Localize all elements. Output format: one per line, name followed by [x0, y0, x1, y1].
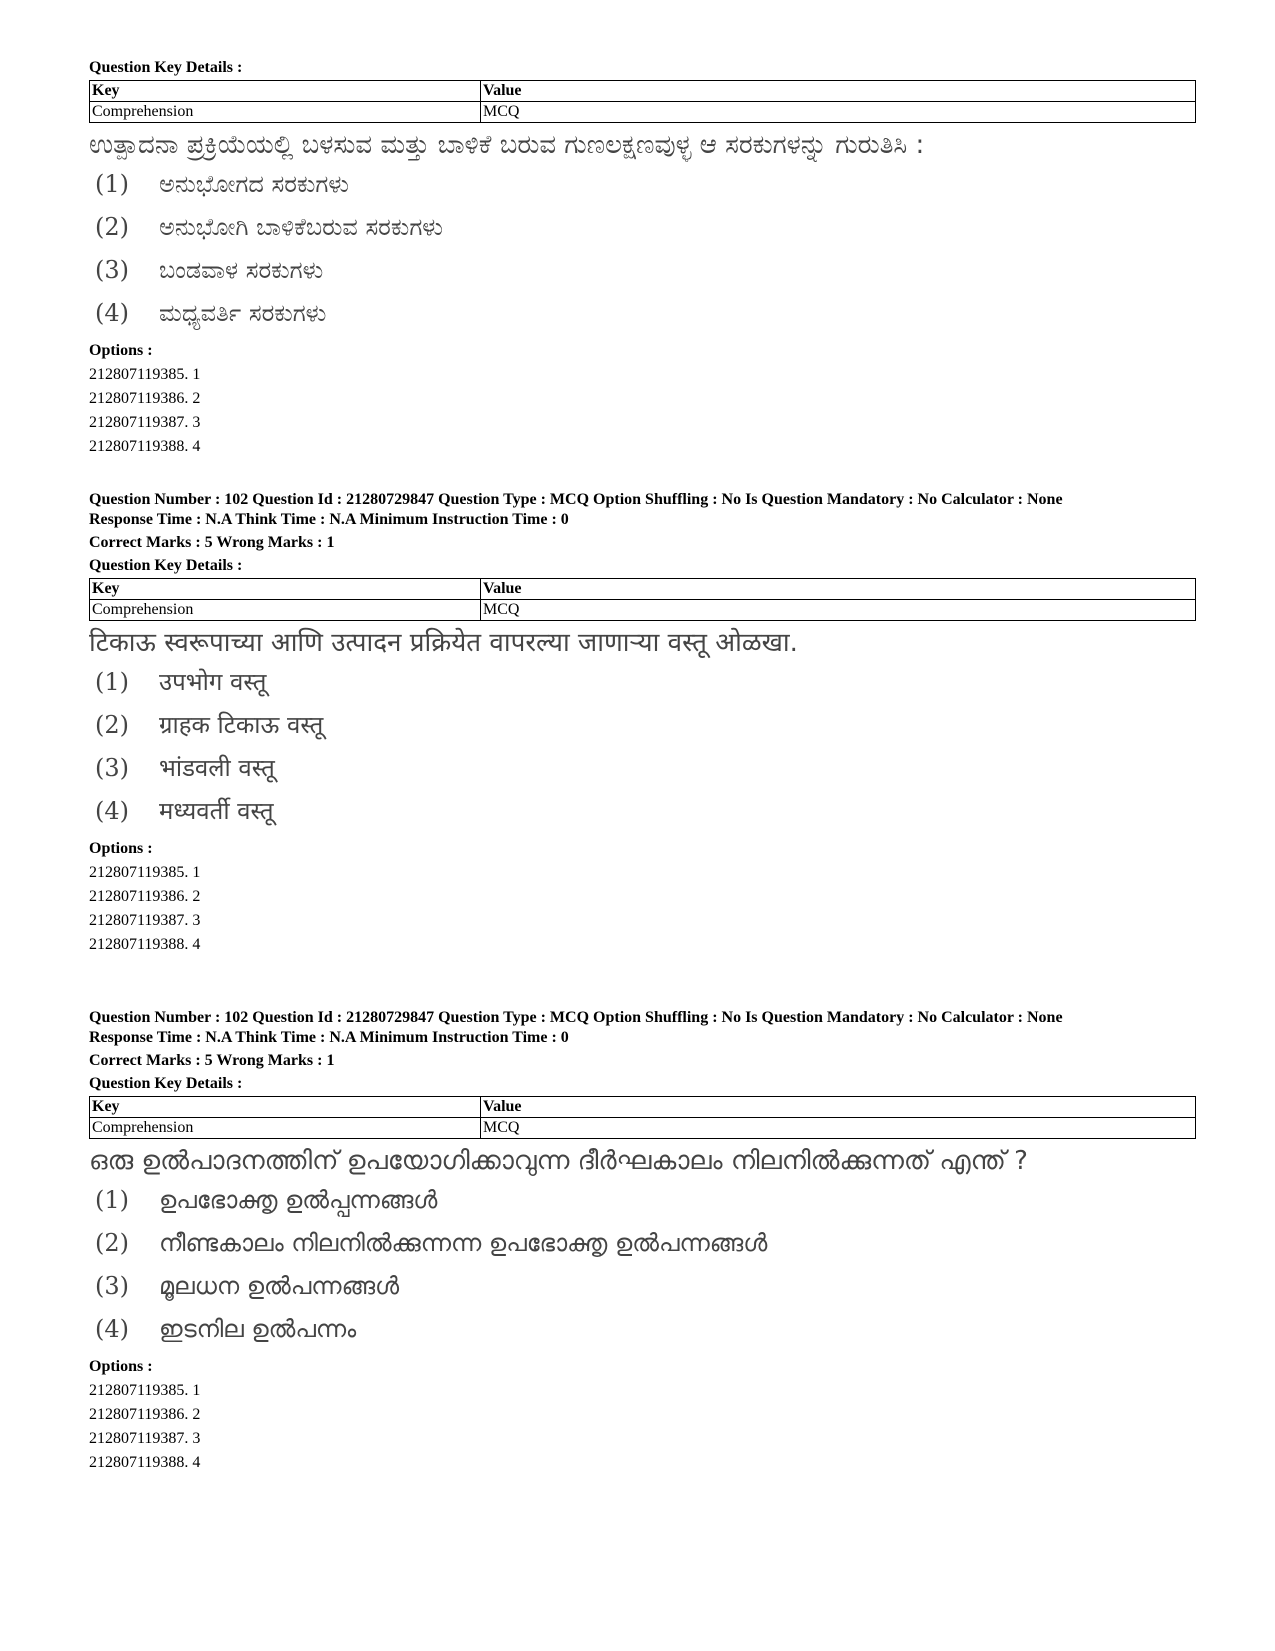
table-row — [90, 1118, 1196, 1139]
key-details-table — [89, 1096, 1196, 1139]
table-row — [90, 102, 1196, 123]
key-details-label: Question Key Details : — [89, 1075, 243, 1092]
choice-number: (2) — [95, 711, 129, 739]
question-body — [89, 625, 1198, 833]
choice-number: (4) — [95, 1315, 129, 1343]
marks-line: Correct Marks : 5 Wrong Marks : 1 — [89, 534, 335, 551]
table-cell-key: Comprehension — [90, 102, 481, 123]
question-body — [89, 1143, 1198, 1351]
option-id: 212807119385. 1 — [89, 1382, 201, 1399]
marks-line: Correct Marks : 5 Wrong Marks : 1 — [89, 1052, 335, 1069]
choice-text: ग्राहक टिकाऊ वस्तू — [159, 711, 324, 739]
choice-number: (2) — [95, 1229, 129, 1257]
table-cell-value: MCQ — [481, 1118, 1196, 1139]
choice-item — [89, 249, 1198, 292]
table-header-key: Key — [90, 579, 481, 600]
option-id: 212807119388. 4 — [89, 438, 201, 455]
choice-number: (3) — [95, 256, 129, 284]
choice-item — [89, 292, 1198, 335]
choice-text: ഉപഭോക്തൃ ഉൽപ്പന്നങ്ങൾ — [159, 1186, 438, 1214]
question-meta-line: Response Time : N.A Think Time : N.A Minimum Instruction Time : 0 — [89, 1029, 569, 1046]
question-section — [89, 58, 1198, 459]
key-details-table — [89, 578, 1196, 621]
choice-item — [89, 1222, 1198, 1265]
question-stem: ಉತ್ಪಾದನಾ ಪ್ರಕ್ರಿಯೆಯಲ್ಲಿ ಬಳಸುವ ಮತ್ತು ಬಾಳಿಕೆ ಬರುವ ಗುಣಲಕ್ಷಣವುಳ್ಳ ಆ ಸರಕುಗಳನ್ನು ಗುರುತಿಸಿ : — [89, 130, 925, 160]
options-list — [89, 1355, 1198, 1475]
options-list — [89, 837, 1198, 957]
choice-number: (2) — [95, 213, 129, 241]
options-label: Options : — [89, 1358, 153, 1375]
choice-text: ಬಂಡವಾಳ ಸರಕುಗಳು — [159, 256, 324, 284]
choice-text: മൂലധന ഉൽപന്നങ്ങൾ — [159, 1272, 400, 1300]
choice-number: (3) — [95, 1272, 129, 1300]
choice-text: ಮಧ್ಯವರ್ತಿ ಸರಕುಗಳು — [159, 299, 327, 327]
question-section — [89, 490, 1198, 957]
table-cell-value: MCQ — [481, 600, 1196, 621]
table-header-row — [90, 579, 1196, 600]
option-id: 212807119388. 4 — [89, 936, 201, 953]
option-id: 212807119385. 1 — [89, 864, 201, 881]
table-row — [90, 600, 1196, 621]
options-list — [89, 339, 1198, 459]
choice-number: (1) — [95, 170, 129, 198]
option-id: 212807119385. 1 — [89, 366, 201, 383]
option-id: 212807119386. 2 — [89, 1406, 201, 1423]
choice-item — [89, 1265, 1198, 1308]
key-details-label: Question Key Details : — [89, 557, 243, 574]
question-section — [89, 1008, 1198, 1475]
choice-item — [89, 661, 1198, 704]
key-details-label: Question Key Details : — [89, 59, 243, 76]
question-stem: टिकाऊ स्वरूपाच्या आणि उत्पादन प्रक्रियेत वापरल्या जाणाऱ्या वस्तू ओळखा. — [89, 628, 798, 658]
choice-item — [89, 1308, 1198, 1351]
option-id: 212807119387. 3 — [89, 1430, 201, 1447]
choice-text: मध्यवर्ती वस्तू — [159, 797, 274, 825]
choice-number: (4) — [95, 299, 129, 327]
table-cell-key: Comprehension — [90, 600, 481, 621]
choice-item — [89, 704, 1198, 747]
choice-item — [89, 747, 1198, 790]
table-header-row — [90, 81, 1196, 102]
choice-text: उपभोग वस्तू — [159, 668, 267, 696]
question-meta-line: Question Number : 102 Question Id : 21280729847 Question Type : MCQ Option Shuffling : No Is Question Mandatory : No Calculator : None — [89, 1009, 1063, 1026]
choice-item — [89, 206, 1198, 249]
question-meta-line: Question Number : 102 Question Id : 21280729847 Question Type : MCQ Option Shuffling : No Is Question Mandatory : No Calculator : None — [89, 491, 1063, 508]
question-meta-line: Response Time : N.A Think Time : N.A Minimum Instruction Time : 0 — [89, 511, 569, 528]
option-id: 212807119387. 3 — [89, 414, 201, 431]
question-stem: ഒരു ഉൽപാദനത്തിന് ഉപയോഗിക്കാവുന്ന ദീർഘകാലം നിലനിൽക്കുന്നത് എന്ത് ? — [89, 1146, 1028, 1176]
choice-text: ಅನುಭೋಗಿ ಬಾಳಿಕೆಬರುವ ಸರಕುಗಳು — [159, 213, 443, 241]
option-id: 212807119388. 4 — [89, 1454, 201, 1471]
choice-text: നീണ്ടകാലം നിലനിൽക്കുന്നന്ന ഉപഭോക്തൃ ഉൽപന്നങ്ങൾ — [159, 1229, 768, 1257]
choice-text: भांडवली वस्तू — [159, 754, 275, 782]
choice-text: ಅನುಭೋಗದ ಸರಕುಗಳು — [159, 170, 350, 198]
choice-text: ഇടനില ഉൽപന്നം — [159, 1315, 357, 1343]
choice-item — [89, 1179, 1198, 1222]
table-header-value: Value — [481, 579, 1196, 600]
choice-number: (4) — [95, 797, 129, 825]
table-cell-value: MCQ — [481, 102, 1196, 123]
table-header-key: Key — [90, 81, 481, 102]
question-body — [89, 127, 1198, 335]
key-details-table — [89, 80, 1196, 123]
option-id: 212807119386. 2 — [89, 390, 201, 407]
table-cell-key: Comprehension — [90, 1118, 481, 1139]
choice-number: (1) — [95, 1186, 129, 1214]
table-header-value: Value — [481, 81, 1196, 102]
choice-number: (1) — [95, 668, 129, 696]
options-label: Options : — [89, 840, 153, 857]
choice-item — [89, 163, 1198, 206]
table-header-value: Value — [481, 1097, 1196, 1118]
option-id: 212807119387. 3 — [89, 912, 201, 929]
choice-item — [89, 790, 1198, 833]
option-id: 212807119386. 2 — [89, 888, 201, 905]
choice-number: (3) — [95, 754, 129, 782]
table-header-row — [90, 1097, 1196, 1118]
table-header-key: Key — [90, 1097, 481, 1118]
options-label: Options : — [89, 342, 153, 359]
